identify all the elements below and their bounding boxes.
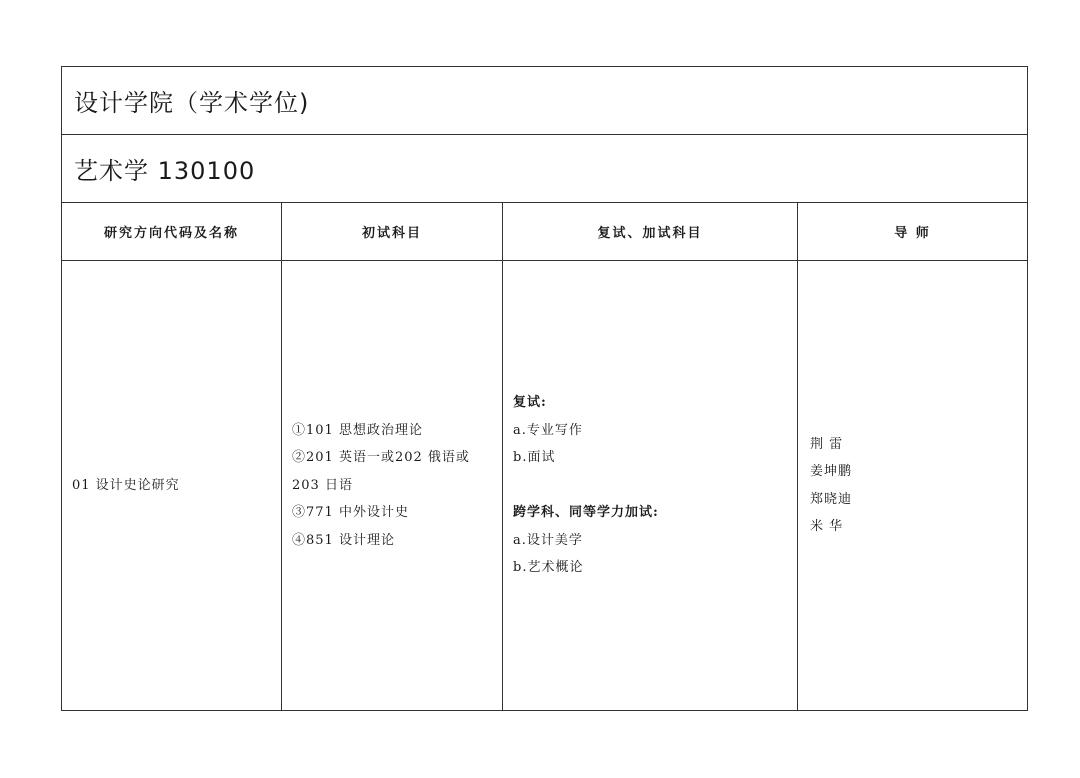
direction-cell bbox=[62, 261, 282, 710]
header-initial-exam: 初试科目 bbox=[282, 203, 503, 260]
retest-exam-cell bbox=[503, 261, 798, 710]
advisor-cell bbox=[798, 261, 1027, 710]
initial-subject-4: ④851 设计理论 bbox=[292, 532, 395, 548]
table-header-row bbox=[62, 203, 1027, 261]
admissions-table bbox=[61, 66, 1028, 711]
initial-subject-2: ②201 英语一或202 俄语或203 日语 bbox=[292, 450, 470, 493]
initial-subject-1: ①101 思想政治理论 bbox=[292, 422, 423, 438]
direction-name: 01 设计史论研究 bbox=[72, 477, 180, 493]
advisor-name-1: 荆 雷 bbox=[810, 436, 844, 452]
header-retest-exam: 复试、加试科目 bbox=[503, 203, 798, 260]
advisor-name-3: 郑晓迪 bbox=[810, 491, 853, 507]
initial-subject-3: ③771 中外设计史 bbox=[292, 505, 409, 521]
advisor-name-4: 米 华 bbox=[810, 519, 844, 534]
major-title: 艺术学 130100 bbox=[62, 135, 1027, 203]
initial-exam-cell bbox=[282, 261, 503, 710]
college-title: 设计学院（学术学位) bbox=[62, 67, 1027, 135]
retest-item-2: b.面试 bbox=[513, 450, 556, 466]
retest-heading: 复试: bbox=[513, 395, 547, 411]
extra-exam-item-1: a.设计美学 bbox=[513, 532, 583, 548]
header-advisor: 导 师 bbox=[894, 226, 931, 241]
extra-exam-item-2: b.艺术概论 bbox=[513, 560, 584, 576]
advisor-name-2: 姜坤鹏 bbox=[810, 464, 853, 479]
extra-exam-heading: 跨学科、同等学力加试: bbox=[513, 505, 659, 521]
header-direction: 研究方向代码及名称 bbox=[62, 203, 282, 260]
table-row bbox=[62, 261, 1027, 710]
retest-item-1: a.专业写作 bbox=[513, 422, 583, 438]
retest-spacer bbox=[513, 472, 659, 500]
